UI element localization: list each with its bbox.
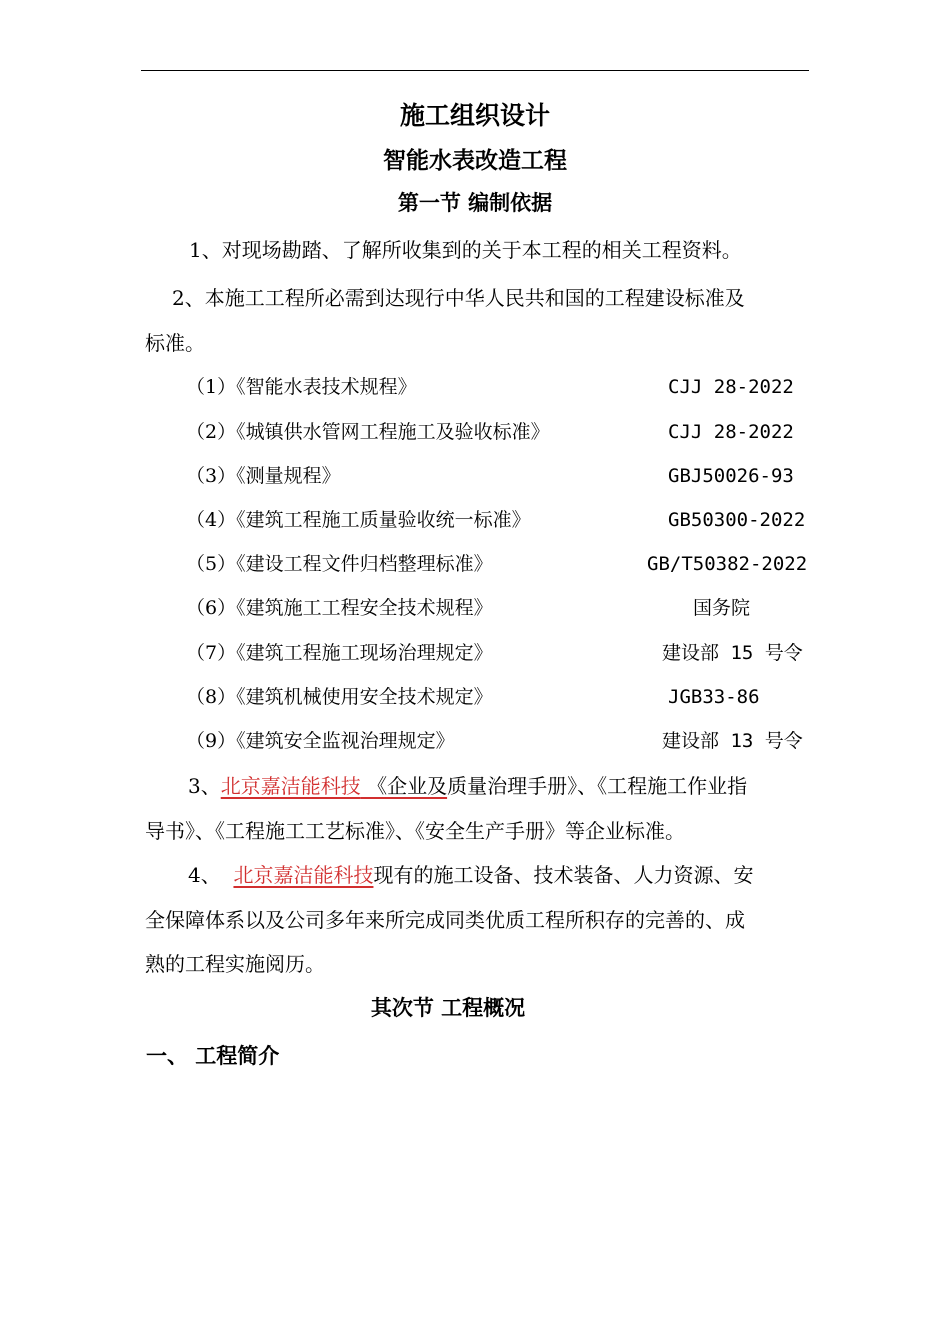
standard-name: （2）《城镇供水管网工程施工及验收标准》 bbox=[186, 421, 550, 443]
standard-name: （3）《测量规程》 bbox=[186, 465, 341, 487]
company-name: 北京嘉洁能科技 bbox=[233, 863, 374, 887]
document-title: 施工组织设计 bbox=[399, 101, 550, 130]
paragraph-2-line-1: 2、本施工工程所必需到达现行中华人民共和国的工程建设标准及 bbox=[172, 286, 745, 310]
standard-code: GB/T50382-2022 bbox=[647, 553, 808, 575]
paragraph-3-line-2: 导书》、《工程施工工艺标准》、《安全生产手册》等企业标准。 bbox=[145, 819, 685, 843]
paragraph-4-line-3: 熟的工程实施阅历。 bbox=[145, 952, 325, 976]
standard-name: （7）《建筑工程施工现场治理规定》 bbox=[186, 642, 493, 664]
paragraph-1: 1、对现场勘踏、了解所收集到的关于本工程的相关工程资料。 bbox=[189, 238, 742, 262]
paragraph-3-rest: 质量治理手册》、《工程施工作业指 bbox=[447, 774, 748, 798]
standard-code: CJJ 28-2022 bbox=[668, 376, 794, 398]
paragraph-3-prefix: 3、 bbox=[188, 774, 221, 798]
standard-name: （5）《建设工程文件归档整理标准》 bbox=[186, 553, 493, 575]
standard-code: 国务院 bbox=[693, 597, 751, 619]
standard-code: GB50300-2022 bbox=[668, 509, 806, 531]
standard-code: 建设部 15 号令 bbox=[662, 642, 803, 664]
header-rule bbox=[141, 70, 809, 71]
section-heading-2: 其次节 工程概况 bbox=[370, 996, 526, 1020]
standard-name: （9）《建筑安全监视治理规定》 bbox=[186, 730, 455, 752]
standard-name: （6）《建筑施工工程安全技术规程》 bbox=[186, 597, 493, 619]
standard-code: CJJ 28-2022 bbox=[668, 421, 794, 443]
standard-name: （8）《建筑机械使用安全技术规定》 bbox=[186, 686, 493, 708]
subsection-heading: 一、 工程简介 bbox=[146, 1044, 280, 1068]
standard-code: 建设部 13 号令 bbox=[662, 730, 803, 752]
paragraph-3-underlined: 《企业及 bbox=[360, 774, 448, 798]
paragraph-3-line-1 bbox=[188, 764, 747, 808]
paragraph-4-prefix: 4、 bbox=[188, 863, 221, 887]
section-heading-1: 第一节 编制依据 bbox=[397, 191, 553, 215]
standard-name: （4）《建筑工程施工质量验收统一标准》 bbox=[186, 509, 531, 531]
company-name: 北京嘉洁能科技 bbox=[220, 774, 361, 798]
paragraph-4-line-2: 全保障体系以及公司多年来所完成同类优质工程所积存的完善的、成 bbox=[145, 908, 745, 932]
document-subtitle: 智能水表改造工程 bbox=[383, 148, 567, 174]
standard-code: GBJ50026-93 bbox=[668, 465, 794, 487]
standard-code: JGB33-86 bbox=[668, 686, 760, 708]
paragraph-4-line-1 bbox=[188, 853, 753, 897]
paragraph-2-line-2: 标准。 bbox=[145, 331, 205, 355]
paragraph-4-rest: 现有的施工设备、技术装备、人力资源、安 bbox=[373, 863, 754, 887]
standard-name: （1）《智能水表技术规程》 bbox=[186, 376, 417, 398]
